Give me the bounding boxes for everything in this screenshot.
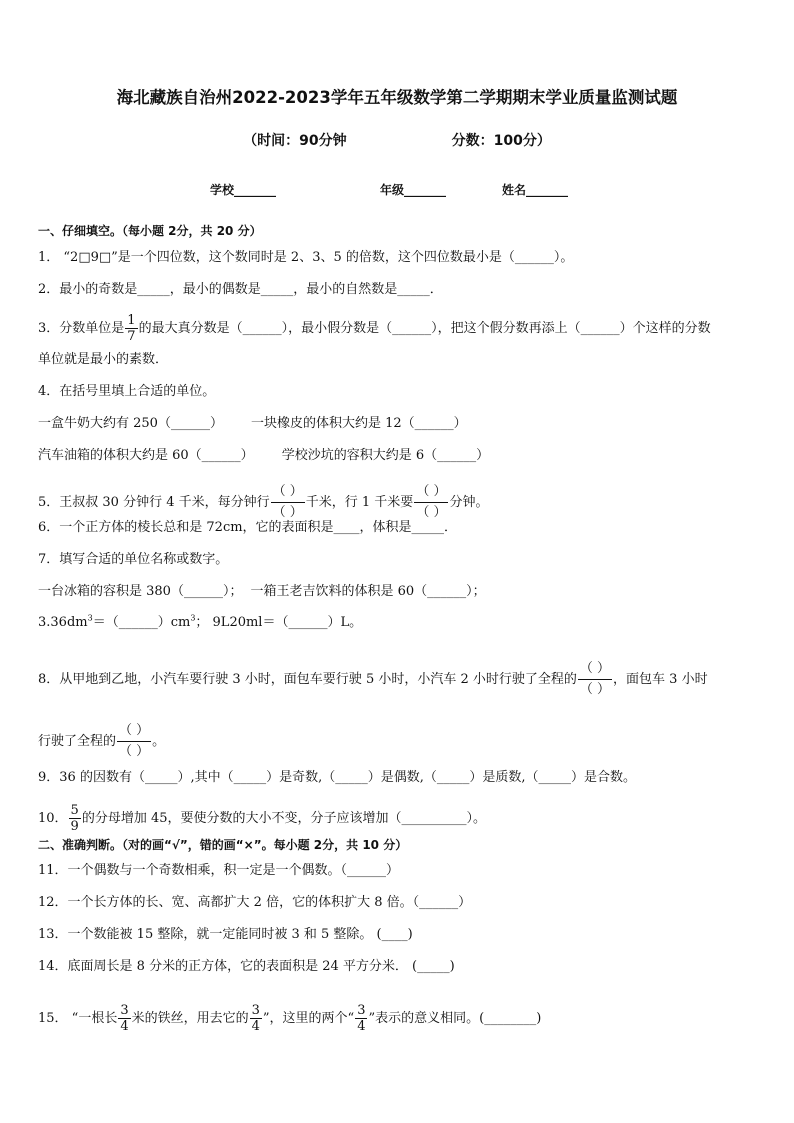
question-15: 15． “一根长 $\frac{3}{4}$ 米的铁丝，用去它的 $\frac{3}{4}$ ”，这里的两个“ $\frac{3}{4}$ ”表示的意义相同。(________) <box>38 1003 542 1034</box>
question-3-text-b: 的最大真分数是（______），最小假分数是（______），把这个假分数再添上（______）个这样的分数 <box>138 321 711 336</box>
fraction-3-4: $\frac{3}{4}$ <box>357 1003 366 1034</box>
question-10: 10． $\frac{5}{9}$ 的分母增加 45，要使分数的大小不变，分子应该增加（__________）。 <box>38 803 487 834</box>
blank-fraction: $\frac{( )}{( )}$ <box>578 659 612 700</box>
blank-fraction: $\frac{( )}{( )}$ <box>117 721 151 762</box>
question-9: 9．36 的因数有（_____）,其中（_____）是奇数,（_____）是偶数,（_____）是质数,（_____）是合数。 <box>38 770 636 785</box>
fraction-1-7: $\frac{1}{7}$ <box>127 313 136 344</box>
exam-time: （时间：90分钟 <box>243 133 347 149</box>
question-4-stem: 4．在括号里填上合适的单位。 <box>38 384 216 399</box>
question-14: 14．底面周长是 8 分米的正方体，它的表面积是 24 平方分米． (_____) <box>38 959 455 974</box>
page-title: 海北藏族自治州2022-2023学年五年级数学第二学期期末学业质量监测试题 <box>116 88 678 107</box>
question-2: 2．最小的奇数是_____，最小的偶数是_____，最小的自然数是_____． <box>38 282 443 297</box>
question-11: 11．一个偶数与一个奇数相乘，积一定是一个偶数。（______） <box>38 863 400 878</box>
exam-info <box>0 131 794 151</box>
question-8: 8．从甲地到乙地，小汽车要行驶 3 小时，面包车要行驶 5 小时，小汽车 2 小时行驶了全程的 $\frac{( )}{( )}$ ，面包车 3 小时 <box>38 659 764 700</box>
exam-score: 分数：100分） <box>451 133 551 149</box>
fraction-3-4: $\frac{3}{4}$ <box>251 1003 260 1034</box>
fraction-3-4: $\frac{3}{4}$ <box>120 1003 129 1034</box>
section-1-heading: 一、仔细填空。（每小题 2分，共 20 分） <box>38 224 262 238</box>
question-5: 5．王叔叔 30 分钟行 4 千米，每分钟行 $\frac{( )}{( )}$ 千米，行 1 千米要 $\frac{( )}{( )}$ 分钟。 <box>38 482 764 523</box>
school-field: 学校_______ <box>210 183 277 197</box>
question-4-line-1: 一盒牛奶大约有 250（______） 一块橡皮的体积大约是 12（______） <box>38 416 467 431</box>
blank-fraction: $\frac{( )}{( )}$ <box>414 482 448 523</box>
question-3-continued: 单位就是最小的素数． <box>38 352 169 367</box>
question-7-line-2: $3.36dm^3=(\_\_\_\_\_\_)cm^3$； 9L20ml＝（______）L。 <box>38 613 363 630</box>
section-2-heading: 二、准确判断。（对的画“√”，错的画“×”。每小题 2分，共 10 分） <box>38 838 408 852</box>
student-info <box>210 180 764 200</box>
question-12: 12．一个长方体的长、宽、高都扩大 2 倍，它的体积扩大 8 倍。（______） <box>38 895 472 910</box>
question-4-line-2: 汽车油箱的体积大约是 60（______） 学校沙坑的容积大约是 6（______） <box>38 448 490 463</box>
question-8-continued: 行驶了全程的 $\frac{( )}{( )}$ 。 <box>38 721 764 762</box>
question-6: 6．一个正方体的棱长总和是 72cm，它的表面积是____，体积是_____． <box>38 520 458 535</box>
blank-fraction: $\frac{( )}{( )}$ <box>271 482 305 523</box>
grade-field: 年级_______ <box>380 183 447 197</box>
name-field: 姓名_______ <box>502 183 569 197</box>
question-7-line-1: 一台冰箱的容积是 380（______）； 一箱王老吉饮料的体积是 60（______）； <box>38 584 486 599</box>
fraction-5-9: $\frac{5}{9}$ <box>70 803 79 834</box>
question-3 <box>38 313 764 344</box>
question-7-stem: 7．填写合适的单位名称或数字。 <box>38 552 229 567</box>
question-3-text-a: 3．分数单位是 <box>38 321 125 336</box>
question-1: 1． “2□9□”是一个四位数，这个数同时是 2、3、5 的倍数，这个四位数最小是（______）。 <box>38 250 574 265</box>
question-13: 13．一个数能被 15 整除，就一定能同时被 3 和 5 整除。 (____) <box>38 927 413 942</box>
